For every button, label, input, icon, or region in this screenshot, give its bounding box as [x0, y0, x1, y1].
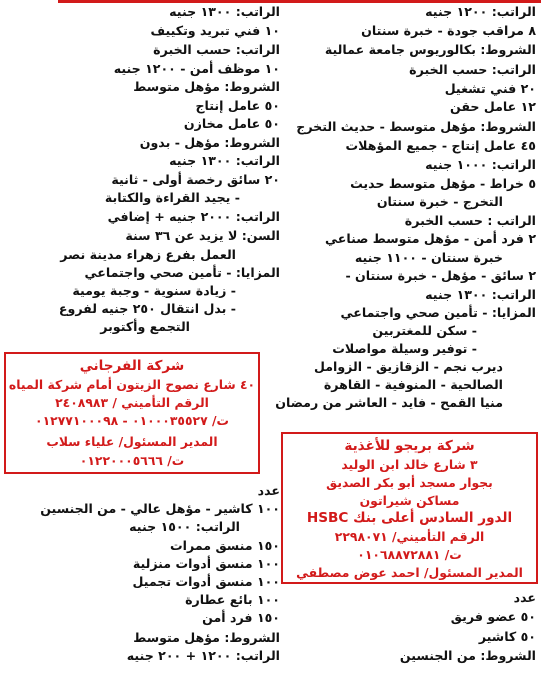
- company-address: مساكن شيراتون: [359, 493, 460, 508]
- text-line: الشروط: مؤهل - بدون: [139, 135, 280, 150]
- text-line: الراتب: حسب الخبرة: [409, 62, 536, 77]
- text-line: التخرج - خبرة سنتان: [376, 194, 503, 209]
- text-line: السن: لا يزيد عن ٣٦ سنة: [125, 228, 280, 243]
- company-name: شركة الفرجاني: [79, 358, 185, 374]
- text-line: - سكن للمغتربين: [372, 323, 477, 338]
- text-line: ١٠٠ منسق أدوات تجميل: [132, 574, 280, 589]
- text-line: ٢ فرد أمن - مؤهل متوسط صناعي: [325, 231, 536, 246]
- insurance-number: الرقم التأميني / ٢٤٠٨٩٨٣: [55, 395, 209, 410]
- text-line: المزايا: - تأمين صحي واجتماعي: [84, 265, 280, 280]
- text-line: - زيادة سنوية - وجبة يومية: [72, 283, 236, 298]
- text-line: ٥٠ عضو فريق: [450, 609, 536, 624]
- text-line: - توفير وسيلة مواصلات: [332, 341, 477, 356]
- text-line: ١٠٠ كاشير - مؤهل عالي - من الجنسين: [40, 501, 280, 516]
- text-line: - يجيد القراءة والكتابة: [104, 190, 240, 205]
- manager-name: المدير المسئول/ احمد عوض مصطفي: [296, 565, 523, 580]
- text-line: التجمع وأكتوبر: [100, 319, 190, 334]
- text-line: الراتب: ١٣٠٠ جنيه: [169, 4, 280, 19]
- text-line: ٨ مراقب جودة - خبرة سنتان: [361, 23, 536, 38]
- text-line: الراتب: ١٢٠٠ + ٢٠٠ جنيه: [126, 648, 280, 663]
- insurance-number: الرقم التأميني/ ٢٢٩٨٠٧١: [334, 529, 485, 544]
- text-line: - بدل انتقال ٢٥٠ جنيه لفروع: [58, 301, 236, 316]
- bottom-right-listings: [281, 0, 541, 674]
- text-line: الراتب: ١٠٠٠ جنيه: [425, 157, 536, 172]
- text-line: الراتب: حسب الخبرة: [153, 42, 280, 57]
- text-line: الراتب: ١٢٠٠ جنيه: [425, 4, 536, 19]
- text-line: ٥٠ كاشير: [478, 629, 536, 644]
- text-line: الشروط: مؤهل متوسط: [133, 630, 280, 645]
- text-line: ١٥٠ منسق ممرات: [170, 538, 280, 553]
- company-address: بجوار مسجد أبو بكر الصديق: [326, 475, 493, 490]
- text-line: ديرب نجم - الزقازيق - الزوامل: [314, 359, 503, 374]
- text-line: الشروط: بكالوريوس جامعة عمالية: [324, 42, 536, 57]
- text-line: ١٥٠ فرد أمن: [202, 610, 280, 625]
- text-line: ٤٥ عامل إنتاج - جميع المؤهلات: [345, 138, 536, 153]
- company-address: الدور السادس أعلى بنك HSBC: [306, 510, 513, 526]
- text-line: منيا القمح - فايد - العاشر من رمضان: [275, 395, 503, 410]
- text-line: العمل بفرع زهراء مدينة نصر: [60, 247, 236, 262]
- text-line: الراتب: ١٥٠٠ جنيه: [129, 519, 240, 534]
- manager-name: المدير المسئول/ علياء سلاب: [46, 434, 218, 449]
- text-line: الراتب: ٢٠٠٠ جنيه + إضافي: [107, 209, 280, 224]
- text-line: الراتب: ١٣٠٠ جنيه: [425, 287, 536, 302]
- phone-number: ت/ ٠١٠٦٨٨٧٢٨٨١: [357, 547, 462, 562]
- text-line: الشروط: مؤهل متوسط: [133, 79, 280, 94]
- text-line: ٥ خراط - مؤهل متوسط حديث: [350, 176, 536, 191]
- company-address: ٤٠ شارع نصوح الزيتون أمام شركة المياه: [8, 377, 256, 392]
- phone-numbers: ت/ ٠١٠٠٠٣٥٥٢٧ - ٠١٢٧٧١٠٠٠٩٨: [35, 413, 229, 428]
- company-name: شركة بريجو للأغذية: [344, 438, 475, 454]
- text-line: ١٠٠ بائع عطارة: [185, 592, 280, 607]
- manager-phone: ت/ ٠١٢٢٠٠٠٥٦٦٦: [79, 453, 185, 468]
- text-line: ٥٠ عامل إنتاج: [195, 98, 280, 113]
- text-line: الشروط: مؤهل متوسط - حديث التخرج: [296, 119, 536, 134]
- text-line: الشروط: من الجنسين: [399, 648, 536, 663]
- text-line: عدد: [257, 483, 280, 498]
- text-line: ٢ سائق - مؤهل - خبرة سنتان -: [345, 268, 536, 283]
- text-line: ٥٠ عامل مخازن: [183, 116, 280, 131]
- text-line: الصالحية - المنوفية - القاهرة: [323, 377, 503, 392]
- text-line: ٢٠ سائق رخصة أولى - ثانية: [111, 172, 280, 187]
- text-line: المزايا: - تأمين صحي واجتماعي: [340, 305, 536, 320]
- text-line: ٢٠ فني تشغيل: [444, 81, 536, 96]
- text-line: الراتب: ١٣٠٠ جنيه: [169, 153, 280, 168]
- text-line: ١٢ عامل حقن: [450, 99, 536, 114]
- text-line: ١٠٠ منسق أدوات منزلية: [132, 556, 280, 571]
- text-line: ١٠ موظف أمن - ١٢٠٠ جنيه: [113, 61, 280, 76]
- company-address: ٣ شارع خالد ابن الوليد: [341, 457, 478, 472]
- text-line: عدد: [513, 590, 536, 605]
- text-line: ١٠ فني تبريد وتكييف: [150, 23, 280, 38]
- text-line: الراتب : حسب الخبرة: [404, 213, 536, 228]
- text-line: خبرة سنتان - ١١٠٠ جنيه: [354, 250, 503, 265]
